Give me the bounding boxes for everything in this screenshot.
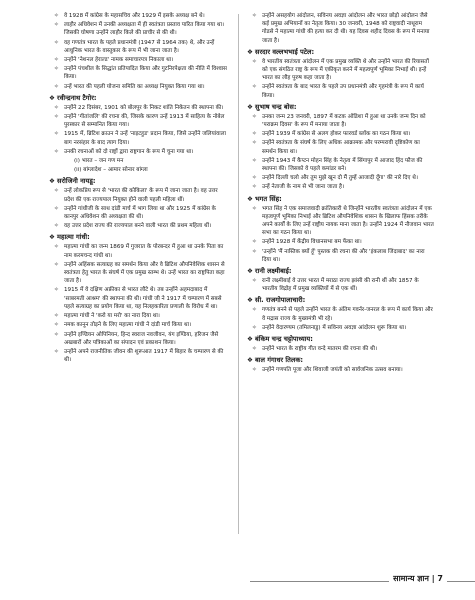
section-heading-text: भगत सिंह: <box>255 194 282 203</box>
list-item <box>248 248 434 264</box>
star-bullet-icon: ✧ <box>54 261 59 268</box>
star-bullet-icon: ✧ <box>54 114 59 121</box>
list-item <box>50 104 228 112</box>
sub-list-item <box>50 166 228 174</box>
diamond-bullet-icon: ❖ <box>49 233 55 242</box>
list-item <box>50 39 228 55</box>
list-item <box>50 321 228 329</box>
star-bullet-icon: ✧ <box>252 84 257 91</box>
star-bullet-icon: ✧ <box>252 205 257 212</box>
list-item-text: वह उत्तर प्रदेश राज्य की राज्यपाल बनने वाली भारत की प्रथम महिला थीं। <box>64 223 212 230</box>
list-item <box>50 222 228 230</box>
list-item-text: महात्मा गांधी का जन्म 1869 में गुजरात के पोरबन्दर में हुआ था उनके पिता का नाम करमचन्द गांधी था। <box>64 244 224 259</box>
list-item <box>248 277 434 293</box>
list-item <box>50 83 228 91</box>
right-column <box>248 12 434 376</box>
list-item <box>248 157 434 173</box>
diamond-bullet-icon: ❖ <box>247 267 253 276</box>
list-item-text: गणतंत्र बनने से पहले उन्होंने भारत के अंतिम गवर्नर-जनरल के रूप में कार्य किया और वे मद्रास राज्य के मुख्यमंत्री भी रहे। <box>262 307 433 322</box>
list-item-text: लाहौर अधिवेशन में उनकी अध्यक्षता में ही स्वतंत्रता प्रस्ताव पारित किया गया था। जिसकी घोषणा उन्होंने लाहौर किले की प्राचीर से की थी। <box>64 22 225 37</box>
star-bullet-icon: ✧ <box>252 248 257 255</box>
section-heading-text: सुभाष चन्द्र बोस: <box>255 102 297 111</box>
footer-page-label: सामान्य ज्ञान | 7 <box>389 573 447 584</box>
list-item <box>248 113 434 129</box>
section-heading-text: रवीन्द्रनाथ टैगोर: <box>57 93 97 102</box>
list-item <box>50 261 228 286</box>
list-item <box>248 324 434 332</box>
list-item-text: वह गणतंत्र भारत के पहले प्रधानमंत्री (1947 से 1964 तक) थे, और उन्हें आधुनिक भारत के वास्तुकार के रूप में भी जाना जाता है। <box>64 39 215 54</box>
list-item-text: उन्होंने इण्डियन ओपिनियन, हिन्द स्वराज नवजीवन, यंग इण्डिया, हरिजन जैसे अखबारों और पत्रिकाओं का संपादन एवं प्रकाशन किया। <box>64 331 219 346</box>
list-item <box>50 56 228 64</box>
list-item <box>50 243 228 259</box>
diamond-bullet-icon: ❖ <box>247 102 253 111</box>
list-item-text: उन्हें भारत की पहली योजना समिति का अध्यक्ष नियुक्त किया गया था। <box>64 83 205 90</box>
diamond-bullet-icon: ❖ <box>247 296 253 305</box>
list-item-text: उन्होंने 1939 में कांग्रेस से अलग होकर फारवर्ड ब्लॉक का गठन किया था। <box>262 131 411 138</box>
list-item <box>50 187 228 203</box>
list-item-text: उन्होंने 1928 में केंद्रीय विधानसभा बम फेंका था। <box>262 239 362 246</box>
list-item <box>248 58 434 83</box>
list-item <box>248 345 434 353</box>
star-bullet-icon: ✧ <box>252 157 257 164</box>
section-heading <box>248 103 434 112</box>
section-heading <box>248 195 434 204</box>
star-bullet-icon: ✧ <box>54 348 59 355</box>
column-divider <box>238 14 239 534</box>
section-heading <box>50 94 228 103</box>
section-heading <box>248 296 434 305</box>
star-bullet-icon: ✧ <box>54 223 59 230</box>
star-bullet-icon: ✧ <box>252 346 257 353</box>
left-column <box>50 12 228 365</box>
star-bullet-icon: ✧ <box>54 66 59 73</box>
section-heading <box>50 177 228 186</box>
list-item-text: उन्होंने गांधीजी के साथ दांडी मार्च में भाग लिया था और 1925 में कांग्रेस के कानपुर अधिवेशन की अध्यक्षता की थी। <box>64 205 216 221</box>
list-item <box>248 238 434 246</box>
section-heading-text: रानी लक्ष्मीबाई: <box>255 267 292 276</box>
list-item <box>248 183 434 191</box>
list-item-text: उन्होंने असहयोग आंदोलन, सविनय अवज्ञा आंदोलन और भारत छोड़ो आंदोलन जैसे कई प्रमुख अभियानों का नेतृत्व किया। 30 जनवरी, 1948 को राष्ट्रवादी नाथूराम गोडसे ने महात्मा गांधी की हत्या कर दी थी। यह दिवस शहीद दिवस के रूप में मनाया जाता है। <box>262 13 430 44</box>
list-item-text: भगत सिंह ने एक समाजवादी क्रांतिकारी थे जिन्होंने भारतीय स्वतंत्रता आंदोलन में एक महत्वपूर्ण भूमिका निभाई और ब्रिटिश औपनिवेशिक शासन के खिलाफ हिंसक तरीके अपने कार्यों के लिए उन्हें राष्ट्रीय नायक माना जाता है। उन्होंने 1924 में नौजवान भारत सभा का गठन किया था। <box>262 205 434 237</box>
star-bullet-icon: ✧ <box>54 322 59 329</box>
list-item <box>50 331 228 347</box>
list-item-text: 'उन्होंने 'मैं नास्तिक क्यों हूँ' पुस्तक की रचना की और 'इंकलाब जिंदाबाद' का नारा दिया था। <box>262 248 425 263</box>
section-heading-text: सरोजिनी नायडू: <box>57 177 96 186</box>
star-bullet-icon: ✧ <box>54 131 59 138</box>
list-item <box>50 130 228 146</box>
list-item-text: उन्होंने 22 दिसंबर, 1901 को बोलपुर के निकट शांति निकेतन की स्थापना की। <box>64 104 224 111</box>
list-item <box>50 113 228 129</box>
list-item <box>248 306 434 322</box>
star-bullet-icon: ✧ <box>252 131 257 138</box>
list-item-text: उन्होंने पंचशील के सिद्धांत प्रतिपादित किया और गुटनिरपेक्षता की नीति में विश्वास किया। <box>64 66 227 81</box>
star-bullet-icon: ✧ <box>252 113 257 120</box>
list-item-text: रानी लक्ष्मीबाई वे उत्तर भारत में मराठा राज्य झांसी की रानी थीं और 1857 के भारतीय विद्रोह में प्रमुख व्यक्तियों में से एक थीं। <box>262 278 419 293</box>
star-bullet-icon: ✧ <box>252 278 257 285</box>
list-item-text: उन्होंने 'गीतांजलि' की रचना की, जिसके कारण उन्हें 1913 में साहित्य के नोबेल पुरस्कार से सम्मानित किया गया। <box>64 114 225 129</box>
star-bullet-icon: ✧ <box>54 57 59 64</box>
star-bullet-icon: ✧ <box>252 13 257 19</box>
section-heading <box>248 267 434 276</box>
star-bullet-icon: ✧ <box>54 39 59 46</box>
list-item-text: उनकी रचनाओं को दो राष्ट्रों द्वारा राष्ट्रगान के रूप में चुना गया था। <box>64 148 194 155</box>
star-bullet-icon: ✧ <box>252 239 257 246</box>
star-bullet-icon: ✧ <box>252 307 257 314</box>
star-bullet-icon: ✧ <box>54 205 59 212</box>
sub-list-item-text: (ii) बांग्लादेश – आमार सोनार बांग्ला <box>74 167 148 174</box>
page-footer <box>0 571 475 591</box>
list-item <box>50 312 228 320</box>
list-item <box>248 83 434 99</box>
list-item-text: 1915 में वे दक्षिण अफ्रीका से भारत लौटे थे। तब उन्होंने अहमदाबाद में 'साबरमती आश्रम' की स्थापना की थी। गांधी जी ने 1917 में चम्पारण में सबसे पहले सत्याग्रह का प्रयोग किया था, यह निलहकारिता प्रणाली के विरोध में था। <box>64 287 222 310</box>
section-heading <box>50 233 228 242</box>
list-item-text: उन्होंने स्वतंत्रता के संघर्ष के लिए अधिक आक्रामक और परम्परावी दृष्टिकोण का समर्थन किया था। <box>262 140 420 155</box>
list-item-text: उन्होंने अपने राजनीतिक जीवन की शुरूआत 1917 में बिहार के चम्पारण से की थी। <box>64 348 224 364</box>
star-bullet-icon: ✧ <box>252 184 257 191</box>
list-item-text: नमक कानून तोड़ने के लिए महात्मा गांधी ने दांडी मार्च किया था। <box>64 322 192 329</box>
diamond-bullet-icon: ❖ <box>49 93 55 102</box>
diamond-bullet-icon: ❖ <box>247 194 253 203</box>
list-item <box>50 348 228 364</box>
list-item <box>50 21 228 37</box>
star-bullet-icon: ✧ <box>54 331 59 338</box>
section-heading <box>248 48 434 57</box>
list-item <box>50 286 228 311</box>
section-heading-text: सरदार वल्लभभाई पटेल: <box>255 47 315 56</box>
diamond-bullet-icon: ❖ <box>49 177 55 186</box>
list-item-text: 1915 में, ब्रिटिश क्राउन ने उन्हें 'नाइटहुड' प्रदान किया, जिसे उन्होंने जलियांवाला बाग नरसंहार के बाद त्याग दिया। <box>64 131 226 146</box>
list-item-text: उन्होंने 1943 में कैप्टन मोहन सिंह के नेतृत्व में सिंगापुर में आजाद हिंद फौज की स्थापना की। जिसको वे पहले कमांडर बने। <box>262 157 423 173</box>
list-item <box>248 139 434 155</box>
star-bullet-icon: ✧ <box>54 287 59 294</box>
section-heading <box>248 335 434 344</box>
section-heading-text: बंकिम चन्द्र चट्टोपाध्याय: <box>255 335 313 344</box>
list-item-text: उन्होंने स्वतंत्रता के बाद भारत के पहले उप प्रधानमंत्री और गृहमंत्री के रूप में कार्य किया। <box>262 84 424 99</box>
star-bullet-icon: ✧ <box>54 148 59 155</box>
list-item-text: उन्होंने दिल्ली चलो और तुम मुझे खून दो मैं तुम्हें आजादी दूँगा' की नारे दिए थे। <box>262 175 418 182</box>
star-bullet-icon: ✧ <box>252 140 257 147</box>
list-item-text: उन्हें लोकप्रिय रूप से 'भारत की कोकिला' के रूप में जाना जाता है। वह उत्तर प्रदेश की एक राज्यपाल नियुक्त होने वाली पहली महिला थीं। <box>64 188 218 203</box>
star-bullet-icon: ✧ <box>54 83 59 90</box>
list-item-text: उन्होंने अहिंसक सत्याग्रह का समर्थन किया और वे ब्रिटिश औपनिवेशिक शासन से स्वतंत्रता हेतु भारत के संघर्ष में एक प्रमुख स्तम्भ थे। उन्हें भारत का राष्ट्रपिता कहा जाता है। <box>64 261 225 285</box>
diamond-bullet-icon: ❖ <box>247 356 253 365</box>
star-bullet-icon: ✧ <box>252 324 257 331</box>
list-item-text: उन्होंने वेदारण्यम (तमिलनाडु) में सविनय अवज्ञा आंदोलन शुरू किया था। <box>262 324 407 331</box>
list-item <box>248 130 434 138</box>
star-bullet-icon: ✧ <box>54 13 59 19</box>
list-item-text: उनका जन्म 23 जनवरी, 1897 में कटक ओडिशा में हुआ था उनके जन्म दिन को 'पराक्रम दिवस' के रूप में मनाया जाता है। <box>262 113 426 129</box>
list-item-text: उन्होंने भारत के राष्ट्रीय गीत वन्दे मातरम की रचना की थी। <box>262 346 378 353</box>
list-item-text: उन्होंने 'नेशनल हेराल्ड' नामक समाचारपत्र निकाला था। <box>64 57 174 64</box>
list-item <box>248 366 434 374</box>
section-heading <box>248 356 434 365</box>
star-bullet-icon: ✧ <box>252 367 257 374</box>
list-item <box>248 12 434 45</box>
star-bullet-icon: ✧ <box>54 188 59 195</box>
star-bullet-icon: ✧ <box>54 104 59 111</box>
list-item-text: वे भारतीय स्वतंत्रता आंदोलन में एक प्रमुख व्यक्ति थे और उन्होंने भारत की रियासतों को एक संगठित राष्ट्र के रूप में एकीकृत करने में महत्वपूर्ण भूमिका निभाई थी। इन्हें भारत का लौह पुरुष कहा जाता है। <box>262 58 429 82</box>
section-heading-text: बाल गंगाधर तिलक: <box>255 356 304 365</box>
star-bullet-icon: ✧ <box>252 175 257 182</box>
list-item <box>50 12 228 20</box>
star-bullet-icon: ✧ <box>252 58 257 65</box>
list-item-text: वे 1928 में कांग्रेस के महासचिव और 1929 में इसके अध्यक्ष बने थे। <box>64 13 205 19</box>
sub-list-item <box>50 157 228 165</box>
list-item-text: उन्हें नेताजी के नाम से भी जाना जाता है। <box>262 184 345 191</box>
list-item <box>248 205 434 238</box>
list-item-text: महात्मा गांधी ने 'करो या मरो' का नारा दिया था। <box>64 313 160 320</box>
sub-list-item-text: (i) भारत – जन गण मन <box>74 158 124 165</box>
section-heading-text: महात्मा गांधी: <box>57 233 90 242</box>
list-item-text: उन्होंने गणपति पूजा और शिवाजी जयंती को सार्वजनिक उत्सव बनाया। <box>262 367 403 374</box>
list-item <box>50 65 228 81</box>
star-bullet-icon: ✧ <box>54 313 59 320</box>
list-item <box>50 148 228 156</box>
list-item <box>248 174 434 182</box>
diamond-bullet-icon: ❖ <box>247 47 253 56</box>
star-bullet-icon: ✧ <box>54 244 59 251</box>
diamond-bullet-icon: ❖ <box>247 335 253 344</box>
section-heading-text: सी. राजगोपालाचारी: <box>255 296 306 305</box>
list-item <box>50 205 228 221</box>
star-bullet-icon: ✧ <box>54 22 59 29</box>
